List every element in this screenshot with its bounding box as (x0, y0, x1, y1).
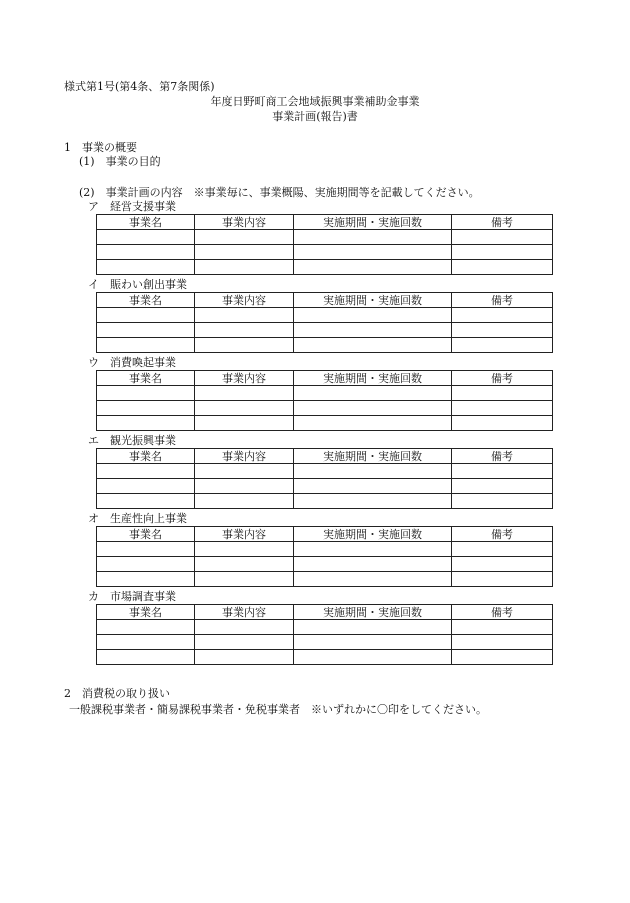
column-header: 備考 (452, 293, 553, 308)
document-subtitle: 事業計画(報告)書 (272, 110, 358, 123)
table-row (97, 479, 553, 494)
section2-heading: 2 消費税の取り扱い (64, 687, 170, 700)
table-cell[interactable] (452, 494, 553, 509)
table-cell[interactable] (195, 245, 294, 260)
column-header: 事業名 (97, 449, 195, 464)
table-header-row (97, 371, 553, 386)
table-row (97, 494, 553, 509)
column-header: 事業内容 (195, 215, 294, 230)
table-row (97, 572, 553, 587)
table-cell[interactable] (97, 416, 195, 431)
table-row (97, 401, 553, 416)
table-row (97, 323, 553, 338)
table-cell[interactable] (97, 620, 195, 635)
column-header: 実施期間・実施回数 (294, 371, 452, 386)
table-row (97, 308, 553, 323)
table-cell[interactable] (452, 479, 553, 494)
table-cell[interactable] (452, 386, 553, 401)
table-cell[interactable] (195, 542, 294, 557)
column-header: 実施期間・実施回数 (294, 449, 452, 464)
table-row (97, 338, 553, 353)
table-cell[interactable] (195, 572, 294, 587)
table-cell[interactable] (195, 386, 294, 401)
column-header: 実施期間・実施回数 (294, 527, 452, 542)
table-cell[interactable] (195, 494, 294, 509)
table-cell[interactable] (97, 323, 195, 338)
table-cell[interactable] (97, 542, 195, 557)
table-cell[interactable] (294, 557, 452, 572)
column-header: 実施期間・実施回数 (294, 215, 452, 230)
category-label: イ 賑わい創出事業 (88, 278, 187, 291)
column-header: 実施期間・実施回数 (294, 605, 452, 620)
table-cell[interactable] (452, 464, 553, 479)
column-header: 事業名 (97, 215, 195, 230)
table-cell[interactable] (97, 650, 195, 665)
table-row (97, 230, 553, 245)
table-cell[interactable] (294, 572, 452, 587)
table-cell[interactable] (195, 230, 294, 245)
table-cell[interactable] (195, 401, 294, 416)
column-header: 事業名 (97, 371, 195, 386)
column-header: 事業内容 (195, 449, 294, 464)
table-row (97, 557, 553, 572)
plan-table (96, 214, 553, 275)
section1-item2: (2) 事業計画の内容 ※事業毎に、事業概陽、実施期間等を記載してください。 (79, 186, 480, 199)
table-cell[interactable] (452, 572, 553, 587)
table-cell[interactable] (97, 401, 195, 416)
table-cell[interactable] (452, 245, 553, 260)
table-header-row (97, 449, 553, 464)
table-row (97, 620, 553, 635)
column-header: 備考 (452, 527, 553, 542)
column-header: 事業名 (97, 527, 195, 542)
column-header: 事業内容 (195, 527, 294, 542)
table-cell[interactable] (294, 494, 452, 509)
table-cell[interactable] (97, 386, 195, 401)
table-cell[interactable] (452, 230, 553, 245)
table-cell[interactable] (195, 308, 294, 323)
table-header-row (97, 527, 553, 542)
table-cell[interactable] (97, 464, 195, 479)
table-cell[interactable] (294, 650, 452, 665)
table-cell[interactable] (452, 650, 553, 665)
table-row (97, 245, 553, 260)
table-cell[interactable] (294, 308, 452, 323)
column-header: 実施期間・実施回数 (294, 293, 452, 308)
table-row (97, 416, 553, 431)
table-cell[interactable] (97, 260, 195, 275)
tax-options: 一般課税事業者・簡易課税事業者・免税事業者 ※いずれかに〇印をしてください。 (69, 703, 487, 716)
category-label: エ 観光振興事業 (88, 434, 176, 447)
table-cell[interactable] (97, 635, 195, 650)
column-header: 事業内容 (195, 293, 294, 308)
table-cell[interactable] (294, 230, 452, 245)
table-row (97, 635, 553, 650)
table-cell[interactable] (97, 572, 195, 587)
column-header: 事業名 (97, 293, 195, 308)
table-cell[interactable] (97, 230, 195, 245)
table-cell[interactable] (294, 323, 452, 338)
category-label: ア 経営支援事業 (88, 200, 176, 213)
table-header-row (97, 293, 553, 308)
table-cell[interactable] (195, 650, 294, 665)
table-cell[interactable] (452, 323, 553, 338)
plan-table (96, 370, 553, 431)
table-cell[interactable] (195, 260, 294, 275)
section1-item1: (1) 事業の目的 (79, 155, 161, 168)
category-label: ウ 消費喚起事業 (88, 356, 176, 369)
table-cell[interactable] (195, 338, 294, 353)
table-cell[interactable] (452, 308, 553, 323)
plan-table (96, 526, 553, 587)
table-cell[interactable] (195, 635, 294, 650)
table-cell[interactable] (452, 620, 553, 635)
table-cell[interactable] (452, 260, 553, 275)
table-cell[interactable] (294, 620, 452, 635)
table-cell[interactable] (294, 464, 452, 479)
table-row (97, 260, 553, 275)
table-cell[interactable] (294, 245, 452, 260)
table-cell[interactable] (195, 557, 294, 572)
table-header-row (97, 605, 553, 620)
table-cell[interactable] (97, 245, 195, 260)
form-number: 様式第1号(第4条、第7条関係) (64, 80, 215, 93)
table-cell[interactable] (97, 338, 195, 353)
category-label: カ 市場調査事業 (88, 590, 176, 603)
table-row (97, 542, 553, 557)
table-cell[interactable] (195, 479, 294, 494)
table-cell[interactable] (452, 635, 553, 650)
table-row (97, 464, 553, 479)
column-header: 備考 (452, 371, 553, 386)
table-cell[interactable] (195, 620, 294, 635)
section1-heading: 1 事業の概要 (64, 141, 137, 154)
document-title: 年度日野町商工会地域振興事業補助金事業 (210, 95, 420, 108)
table-cell[interactable] (195, 323, 294, 338)
column-header: 備考 (452, 605, 553, 620)
plan-table (96, 292, 553, 353)
table-cell[interactable] (97, 557, 195, 572)
table-cell[interactable] (452, 416, 553, 431)
table-cell[interactable] (452, 542, 553, 557)
table-cell[interactable] (294, 479, 452, 494)
table-row (97, 386, 553, 401)
table-cell[interactable] (294, 260, 452, 275)
table-cell[interactable] (294, 401, 452, 416)
table-cell[interactable] (452, 557, 553, 572)
column-header: 備考 (452, 215, 553, 230)
table-cell[interactable] (195, 464, 294, 479)
table-row (97, 650, 553, 665)
table-cell[interactable] (97, 308, 195, 323)
plan-table (96, 448, 553, 509)
table-cell[interactable] (97, 479, 195, 494)
table-cell[interactable] (452, 338, 553, 353)
table-cell[interactable] (452, 401, 553, 416)
table-cell[interactable] (294, 338, 452, 353)
column-header: 事業内容 (195, 371, 294, 386)
column-header: 備考 (452, 449, 553, 464)
category-label: オ 生産性向上事業 (88, 512, 187, 525)
table-header-row (97, 215, 553, 230)
table-cell[interactable] (294, 542, 452, 557)
table-cell[interactable] (195, 416, 294, 431)
table-cell[interactable] (294, 386, 452, 401)
table-cell[interactable] (294, 416, 452, 431)
plan-table (96, 604, 553, 665)
table-cell[interactable] (97, 494, 195, 509)
column-header: 事業内容 (195, 605, 294, 620)
table-cell[interactable] (294, 635, 452, 650)
column-header: 事業名 (97, 605, 195, 620)
